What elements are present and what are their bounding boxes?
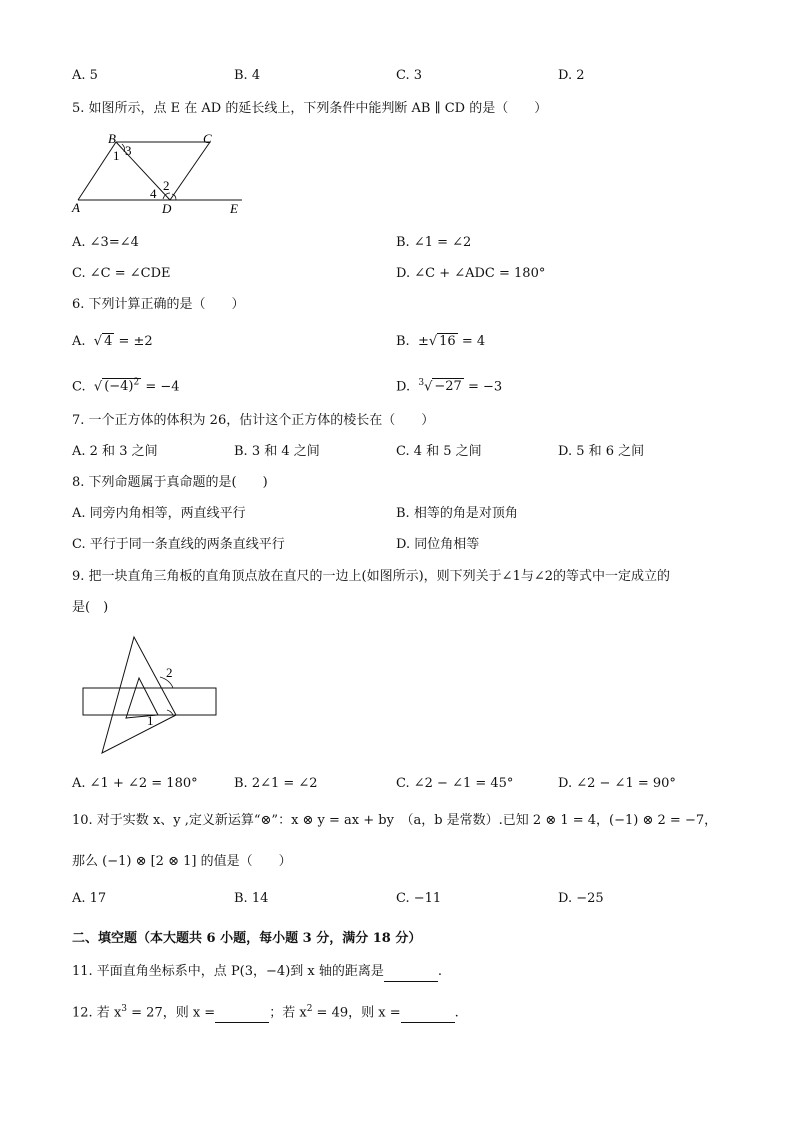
q12-part2: = 27，则 x =	[127, 1005, 216, 1021]
q12-answer-blank-2[interactable]	[401, 1004, 455, 1023]
q6-option-c: C. √ $(-4)^2 = -4$	[72, 378, 180, 395]
q9-angle-1: 1	[147, 713, 154, 728]
q6-d-index: 3	[418, 378, 425, 388]
q5-parallelogram-figure	[66, 130, 256, 218]
q6-c-base: (−4)	[104, 379, 134, 395]
q4-option-d: D. 2	[558, 68, 585, 83]
q5-option-a: A. ∠3=∠4	[72, 235, 139, 250]
q12-exp1: 3	[121, 1004, 128, 1014]
q6-c-exponent: 2	[133, 378, 140, 388]
q10-option-b: B. 14	[234, 891, 269, 906]
q7-option-d: D. 5 和 6 之间	[558, 444, 645, 459]
q10-option-d: D. −25	[558, 891, 604, 906]
q9-option-b: B. 2∠1 = ∠2	[234, 776, 318, 791]
q6-a-rest: = ±2	[114, 334, 153, 349]
q4-option-b: B. 4	[234, 68, 261, 83]
q12-question	[72, 1000, 459, 1023]
q5-label-e: E	[230, 201, 238, 216]
q5-label-b: B	[108, 131, 116, 146]
q5-angle-3: 3	[125, 143, 132, 158]
section-2-heading: 二、填空题（本大题共 6 小题，每小题 3 分，满分 18 分）	[72, 931, 422, 946]
q12-part4: = 49，则 x =	[312, 1005, 401, 1021]
q12-part3: ；若 x	[269, 1005, 307, 1021]
q5-angle-1: 1	[113, 148, 120, 163]
q10-line2: 那么 (−1) ⊗ [2 ⊗ 1] 的值是（ ）	[72, 854, 292, 869]
q6-d-rest: = −3	[463, 379, 503, 395]
q12-answer-blank-1[interactable]	[215, 1004, 269, 1023]
q6-d-radicand: −27	[434, 379, 462, 395]
q8-stem: 8. 下列命题属于真命题的是( )	[72, 475, 268, 490]
q5-label-a: A	[72, 200, 80, 215]
q5-angle-4: 4	[150, 186, 157, 201]
q5-label-d: D	[162, 201, 172, 216]
q10-line1: 10. 对于实数 x、y ,定义新运算“⊗”：x ⊗ y = ax + by （a，b 是常数）.已知 2 ⊗ 1 = 4，(−1) ⊗ 2 = −7，	[72, 813, 718, 828]
q9-stem-line1: 9. 把一块直角三角板的直角顶点放在直尺的一边上(如图所示)，则下列关于∠1与∠2的等式中一定成立的	[72, 569, 671, 584]
q6-stem: 6. 下列计算正确的是（ ）	[72, 297, 245, 312]
q9-option-a: A. ∠1 + ∠2 = 180°	[72, 776, 198, 791]
q12-end: .	[454, 1005, 459, 1021]
q6-b-radicand: 16	[439, 334, 456, 349]
q8-option-c: C. 平行于同一条直线的两条直线平行	[72, 537, 285, 552]
q5-label-c: C	[203, 131, 212, 146]
q5-angle-2: 2	[163, 178, 170, 193]
q5-option-c: C. ∠C = ∠CDE	[72, 266, 171, 281]
q6-option-a: A. √ 4 = ±2	[72, 334, 153, 349]
q12-part1: 12. 若 x	[72, 1005, 122, 1021]
q5-stem: 5. 如图所示，点 E 在 AD 的延长线上，下列条件中能判断 AB ∥ CD 的是（ ）	[72, 101, 548, 116]
q10-option-c: C. −11	[396, 891, 442, 906]
q8-option-d: D. 同位角相等	[396, 537, 480, 552]
q12-exp2: 2	[306, 1004, 313, 1014]
q9-option-c: C. ∠2 − ∠1 = 45°	[396, 776, 514, 791]
q9-ruler-triangle-figure	[78, 632, 223, 760]
q6-c-label: C.	[72, 379, 86, 395]
q11-answer-blank[interactable]	[384, 963, 438, 982]
q9-angle-2: 2	[166, 665, 173, 680]
q11-stem: 11. 平面直角坐标系中，点 P(3，−4)到 x 轴的距离是	[72, 964, 384, 979]
q9-stem-line2: 是( )	[72, 600, 109, 615]
q4-option-c: C. 3	[396, 68, 423, 83]
q5-option-d: D. ∠C + ∠ADC = 180°	[396, 266, 546, 281]
q7-option-b: B. 3 和 4 之间	[234, 444, 320, 459]
q6-option-d: D. $^3$√ −27 = −3	[396, 378, 503, 395]
q10-option-a: A. 17	[72, 891, 107, 906]
q6-d-label: D.	[396, 379, 411, 395]
q6-b-rest: = 4	[457, 334, 486, 349]
q6-b-pm: ±	[417, 334, 429, 349]
q4-option-a: A. 5	[72, 68, 98, 83]
q11-end: .	[437, 964, 443, 979]
q5-option-b: B. ∠1 = ∠2	[396, 235, 472, 250]
q9-option-d: D. ∠2 − ∠1 = 90°	[558, 776, 676, 791]
q6-c-radicand	[102, 378, 141, 394]
q8-option-b: B. 相等的角是对顶角	[396, 506, 518, 521]
q7-stem: 7. 一个正方体的体积为 26，估计这个正方体的棱长在（ ）	[72, 413, 435, 428]
q6-a-label: A.	[72, 334, 86, 349]
q6-a-radicand: 4	[104, 334, 113, 349]
q11-question	[72, 963, 442, 982]
q6-b-label: B.	[396, 334, 410, 349]
q6-c-rest: = −4	[141, 379, 180, 395]
q8-option-a: A. 同旁内角相等，两直线平行	[72, 506, 246, 521]
q7-option-c: C. 4 和 5 之间	[396, 444, 482, 459]
q6-option-b: B. ±√ 16 = 4	[396, 334, 486, 349]
q7-option-a: A. 2 和 3 之间	[72, 444, 158, 459]
